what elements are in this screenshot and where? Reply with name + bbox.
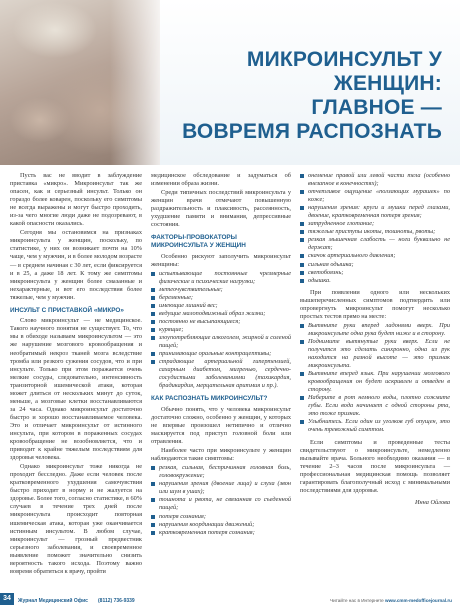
list-item: Поднимите вытянутые руки вверх. Если не получится это сделать синхронно, одна из рук находится на разной высоте — это признак микроинсульта.: [300, 338, 450, 370]
article-title: [152, 48, 442, 144]
title-line-2: ГЛАВНОЕ —: [311, 96, 442, 119]
test-list: [300, 322, 450, 435]
paragraph: Особенно рискуют заполучить микроинсульт женщины:: [151, 252, 291, 268]
magazine-phone: (8112) 736-9339: [98, 598, 135, 604]
paragraph: медицинское обследование и задуматься об изменении образа жизни.: [151, 172, 291, 188]
list-item: Улыбнитесь. Если один из уголков губ опущен, это очень тревожный симптом.: [300, 418, 450, 434]
section-heading: ИНСУЛЬТ С ПРИСТАВКОЙ «МИКРО»: [10, 306, 124, 314]
symptom-list: [151, 464, 291, 536]
list-item: Наберите в рот немного воды, плотно сожмите губы. Если вода начинает с одной стороны рта, это тоже признак.: [300, 394, 450, 418]
author-name: Инна Ойлова: [414, 498, 450, 506]
list-item: нарушения зрения: круги и мушки перед глазами, двоение, кратковременная потеря зрения;: [300, 204, 450, 220]
paragraph: Пусть вас не вводит в заблуждение приставка «микро». Микроинсульт так же опасен, как и серьезный инсульт. Только он гораздо более коварен, поскольку его симптомы не всегда выражены и могут быстро проходить, из-за чего многие люди даже не подозревают, в какой опасности оказались.: [10, 172, 142, 228]
paragraph: Сегодня мы остановимся на признаках микроинсульта у женщин, поскольку, по статистике, у них он возникает почти на 10% чаще, чем у мужчин, и в более молодом возрасте — в среднем начиная с 30 лет, если фиксируется и в 25, а даже 18 лет. К тому же симптомы микроинсульта у женщин более смазанные и нехарактерные, и вот его последствия более тяжелые, чем у мужчин.: [10, 229, 142, 301]
website-link[interactable]: www.cmm-medofficejournal.ru: [385, 598, 452, 603]
list-item: Вытяните руки вперед ладонями вверх. При микроинсульте одна рука будет ниже и в сторону.: [300, 322, 450, 338]
list-item: онемение правой или левой части тела (особенно внезапное в конечностях);: [300, 172, 450, 188]
paragraph: Если симптомы и проведенные тесты свидетельствуют о микроинсульте, немедленно вызывайте врача. Больного необходимо оказания — в течение 2–3 часов после микроинсульта — профессиональная медицинская помощь позволяет гарантировать благополучный исход с минимальными последствиями для здоровья.: [300, 438, 450, 494]
website-prefix: Читайте нас в Интернете: [330, 598, 384, 603]
list-item: кратковременная потеря сознания;: [151, 529, 291, 537]
list-item: нарушения зрения (двоение лица) и слуха (звон или шум в ушах);: [151, 480, 291, 496]
list-item: тошнота и рвота, не связанная со съеденной пищей;: [151, 496, 291, 512]
list-item: сильная одышка;: [300, 261, 450, 269]
list-item: страдающие артериальной гипертензией, сахарным диабетом, мигренью, сердечно-сосудистыми заболеваниями (тахикардия, брадикардия, мерцательная аритмия и пр.).: [151, 358, 291, 390]
list-item: ведущие малоподвижный образ жизни;: [151, 310, 291, 318]
list-item: светобоязнь;: [300, 269, 450, 277]
paragraph: Обычно понять, что у человека микроинсульт достаточно сложно, особенно у женщин, у которых не впервые произошел нетипично и отлично маскируется под приступ головной боли или отравления.: [151, 405, 291, 446]
list-item: потеря сознания;: [151, 513, 291, 521]
paragraph: Слово микроинсульт — не медицинское. Такого научного понятия не существует. То, что мы в обиходе называем микроинсультом — это же нарушение мозгового кровообращения и необратимый некроз тканей мозга вследствие тромба или резкого сужения сосудов, что и при инсульте. Только при этом поражается очень мелкие сосуды, следовательно, интенсивность транзиторной ишемической атаки, которая может длиться от нескольких минут до суток, меньше, а мозговые клетки восстанавливаются за 24 часа. Однако микроинсульт достаточно быстро и хорошо восстанавливаемое человека. Это и отличает микроинсульт от истинного инсульта, при котором в пораженных сосудах кровообращение не возобновляется, что и приводит к крайне тяжелым последствиям для здоровья человека.: [10, 317, 142, 462]
list-item: одышка.: [300, 277, 450, 285]
column-1: [10, 172, 142, 577]
list-item: метеочувствительные;: [151, 286, 291, 294]
page-number: 34: [0, 593, 14, 605]
paragraph: При появлении одного или нескольких вышеперечисленных симптомов подтвердить или опровергнуть микроинсульт помогут несколько простых тестов прямо на месте:: [300, 288, 450, 320]
list-item: резкая мышечная слабость — ноги буквально не держат;: [300, 236, 450, 252]
column-3: [300, 172, 450, 507]
list-item: постоянно не высыпающиеся;: [151, 318, 291, 326]
list-item: злоупотребляющие алкоголем, жирной и соленой пищей;: [151, 334, 291, 350]
list-item: тяжелые приступы икоты, тошноты, рвоты;: [300, 228, 450, 236]
list-item: курящие;: [151, 326, 291, 334]
list-item: нарушения координации движений;: [151, 521, 291, 529]
page-footer: [0, 593, 460, 607]
risk-factor-list: [151, 270, 291, 391]
section-heading: КАК РАСПОЗНАТЬ МИКРОИНСУЛЬТ?: [151, 395, 268, 403]
list-item: затрудненное глотание;: [300, 220, 450, 228]
paragraph: Наиболее часто при микроинсульте у женщин наблюдаются такие симптомы:: [151, 447, 291, 463]
website-note: [330, 598, 452, 603]
section-heading: ФАКТОРЫ-ПРОВОКАТОРЫ МИКРОИНСУЛЬТА У ЖЕНЩИН: [151, 234, 246, 249]
list-item: испытывающие постоянные чрезмерные физические и психические нагрузки;: [151, 270, 291, 286]
column-2: [151, 172, 291, 537]
symptom-list-continued: [300, 172, 450, 285]
title-line-3: ВОВРЕМЯ РАСПОЗНАТЬ: [182, 120, 442, 143]
list-item: имеющие лишний вес;: [151, 302, 291, 310]
paragraph: Однако микроинсульт тоже никогда не проходит бесследно. Даже если человек после кратковременного ухудшения самочувствия быстро приходит в норму и не жалуется на здоровье. Более того, согласно статистике, в 60% случаев в течение трех дней после микроинсульта происходит повторная ишемическая атака, которая уже оканчивается истинным инсультом. В любом случае, микроинсульт — грозный предвестник серьезного заболевания, и своевременное выявление поможет значительно снизить вероятность такого исхода. Поэтому важно вовремя обратиться к врачу, пройти: [10, 463, 142, 575]
list-item: беременные;: [151, 294, 291, 302]
list-item: отчетливое ощущение «ползающих мурашек» по коже;: [300, 188, 450, 204]
list-item: принимающие оральные контрацептивы;: [151, 350, 291, 358]
title-line-1: МИКРОИНСУЛЬТ У ЖЕНЩИН:: [246, 48, 442, 95]
list-item: резкая, сильная, беспричинная головная боль, головокружение;: [151, 464, 291, 480]
paragraph: Среди типичных последствий микроинсульта у женщин врачи отмечают повышенную раздражительность и плаксивость, рассеянность, ухудшение памяти и внимания, депрессивные состояния.: [151, 189, 291, 229]
list-item: скачок артериального давления;: [300, 252, 450, 260]
list-item: Вытяните вперед язык. При нарушении мозгового кровообращения он будет искривлен и отведен в сторону.: [300, 370, 450, 394]
magazine-name: Журнал Медицинский Офис: [18, 598, 88, 604]
